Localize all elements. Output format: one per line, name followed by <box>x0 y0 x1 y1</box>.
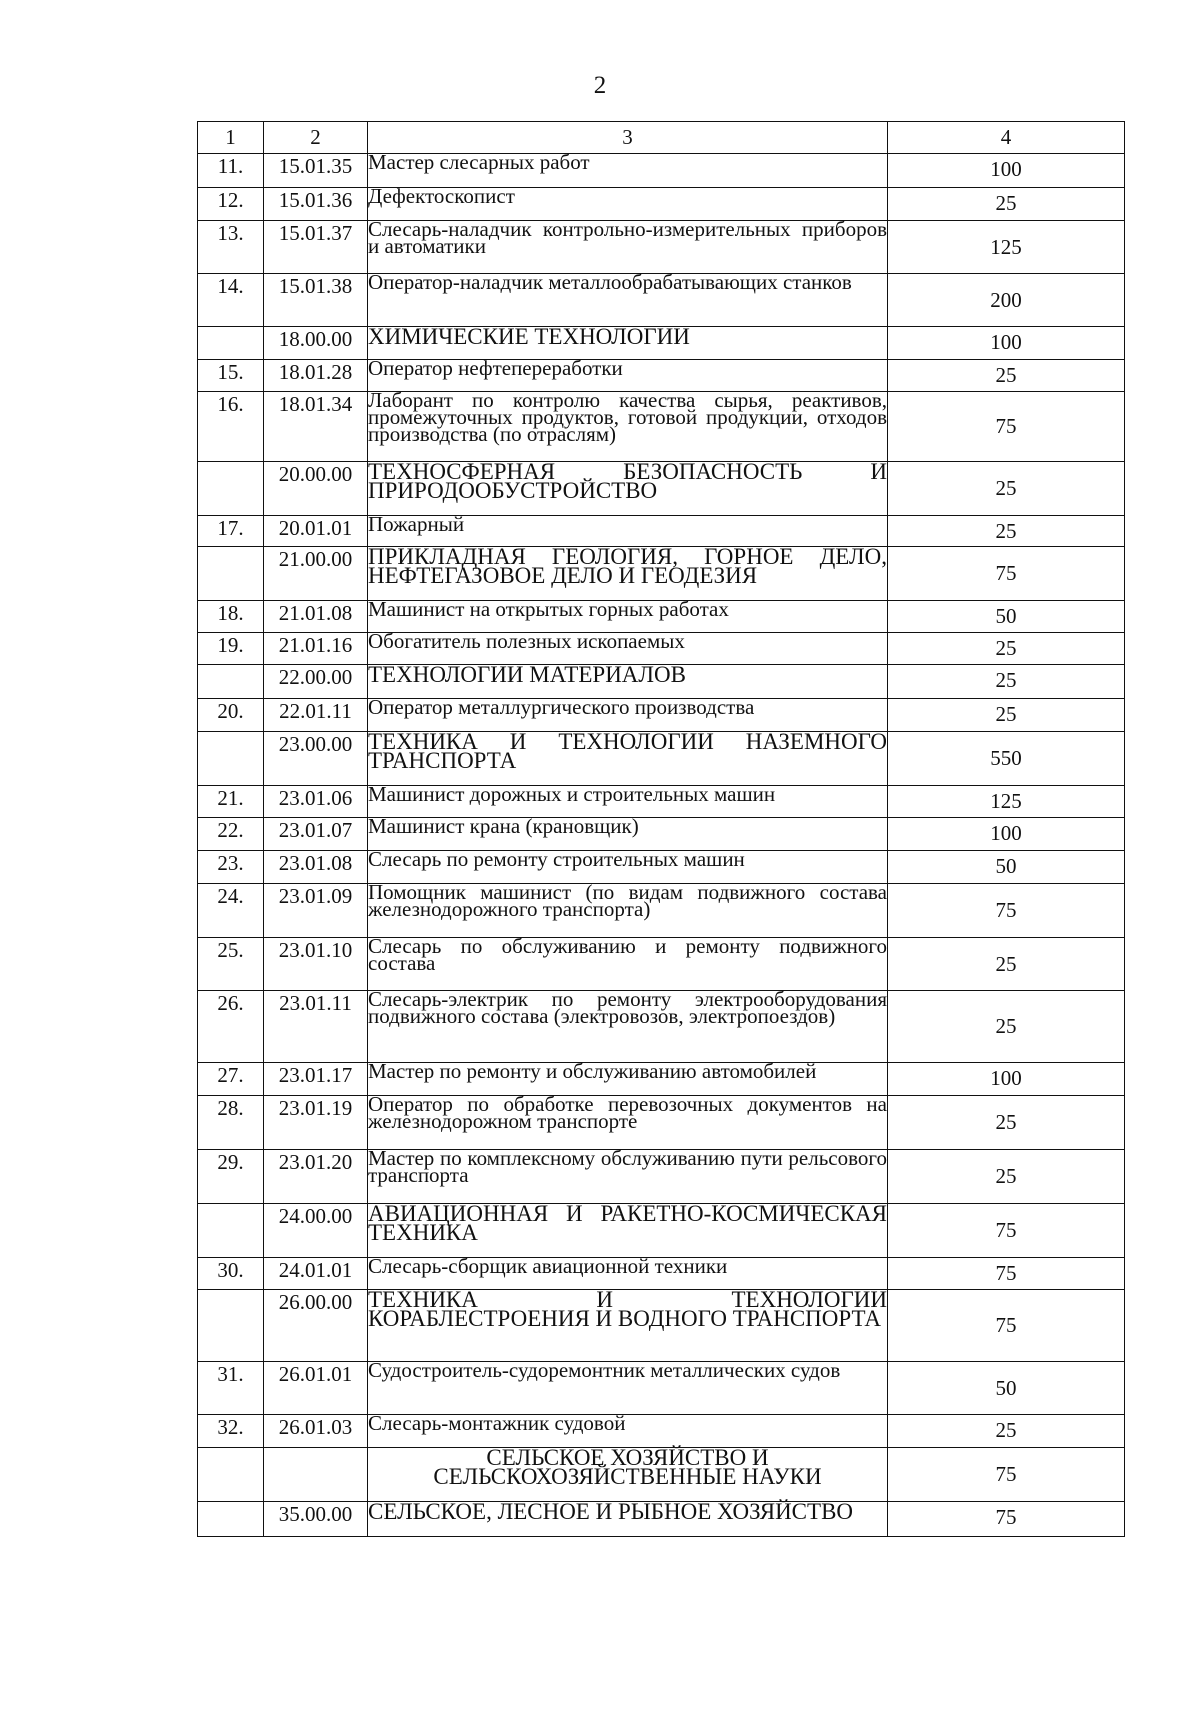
specialty-name: ТЕХНОЛОГИИ МАТЕРИАЛОВ <box>368 665 888 699</box>
table-row <box>198 1362 1125 1415</box>
specialty-code: 23.01.08 <box>264 851 368 884</box>
quantity: 50 <box>888 1362 1125 1415</box>
specialty-code: 23.01.06 <box>264 786 368 818</box>
row-number: 18. <box>198 601 264 633</box>
specialty-name: Оператор нефтепереработки <box>368 360 888 392</box>
page-number: 2 <box>593 72 607 99</box>
specialty-name: Машинист на открытых горных работах <box>368 601 888 633</box>
specialty-name: СЕЛЬСКОЕ, ЛЕСНОЕ И РЫБНОЕ ХОЗЯЙСТВО <box>368 1502 888 1537</box>
quantity: 25 <box>888 360 1125 392</box>
table-row <box>198 601 1125 633</box>
specialty-code: 18.01.34 <box>264 392 368 462</box>
row-number: 13. <box>198 221 264 274</box>
row-number: 11. <box>198 154 264 188</box>
row-number <box>198 327 264 360</box>
specialty-name: Дефектоскопист <box>368 188 888 221</box>
table-row <box>198 699 1125 732</box>
quantity: 75 <box>888 392 1125 462</box>
row-number: 27. <box>198 1063 264 1096</box>
specialty-code: 18.00.00 <box>264 327 368 360</box>
row-number: 31. <box>198 1362 264 1415</box>
row-number: 17. <box>198 516 264 547</box>
specialty-code: 21.00.00 <box>264 547 368 601</box>
column-header-name: 3 <box>368 122 888 154</box>
specialty-name: ТЕХНОСФЕРНАЯ БЕЗОПАСНОСТЬ И ПРИРОДООБУСТРОЙСТВО <box>368 462 888 516</box>
specialty-code: 15.01.37 <box>264 221 368 274</box>
quantity: 550 <box>888 732 1125 786</box>
specialty-name: Слесарь-наладчик контрольно-измерительных приборов и автоматики <box>368 221 888 274</box>
specialty-name: СЕЛЬСКОЕ ХОЗЯЙСТВО И СЕЛЬСКОХОЗЯЙСТВЕННЫЕ НАУКИ <box>368 1448 888 1502</box>
specialty-code: 21.01.16 <box>264 633 368 665</box>
table-row <box>198 991 1125 1063</box>
table-row <box>198 786 1125 818</box>
specialty-name: Оператор-наладчик металлообрабатывающих станков <box>368 274 888 327</box>
specialty-code: 22.01.11 <box>264 699 368 732</box>
specialty-name: Слесарь-монтажник судовой <box>368 1415 888 1448</box>
row-number: 16. <box>198 392 264 462</box>
quantity: 75 <box>888 1204 1125 1258</box>
section-row <box>198 1290 1125 1362</box>
specialty-name: Лаборант по контролю качества сырья, реактивов, промежуточных продуктов, готовой продукции, отходов производства (по отраслям) <box>368 392 888 462</box>
table-row <box>198 818 1125 851</box>
row-number <box>198 1502 264 1537</box>
row-number <box>198 1448 264 1502</box>
section-row <box>198 462 1125 516</box>
table-row <box>198 1096 1125 1150</box>
specialty-code: 23.01.10 <box>264 938 368 991</box>
specialty-code: 23.01.19 <box>264 1096 368 1150</box>
row-number <box>198 462 264 516</box>
specialty-name: Слесарь-сборщик авиационной техники <box>368 1258 888 1290</box>
specialty-name: Пожарный <box>368 516 888 547</box>
table-row <box>198 1063 1125 1096</box>
quantity: 25 <box>888 188 1125 221</box>
quantity: 100 <box>888 818 1125 851</box>
row-number <box>198 665 264 699</box>
row-number: 12. <box>198 188 264 221</box>
table-row <box>198 633 1125 665</box>
specialty-code: 26.01.01 <box>264 1362 368 1415</box>
row-number <box>198 1290 264 1362</box>
quantity: 75 <box>888 547 1125 601</box>
specialty-code: 20.00.00 <box>264 462 368 516</box>
table-row <box>198 1150 1125 1204</box>
table-body <box>198 150 1125 1537</box>
specialty-code: 21.01.08 <box>264 601 368 633</box>
section-row <box>198 547 1125 601</box>
table-row <box>198 851 1125 884</box>
specialty-code: 15.01.35 <box>264 154 368 188</box>
specialty-code: 22.00.00 <box>264 665 368 699</box>
quantity: 100 <box>888 327 1125 360</box>
table-row <box>198 221 1125 274</box>
quantity: 25 <box>888 1150 1125 1204</box>
specialty-name: Мастер по ремонту и обслуживанию автомобилей <box>368 1063 888 1096</box>
specialty-name: ТЕХНИКА И ТЕХНОЛОГИИ КОРАБЛЕСТРОЕНИЯ И ВОДНОГО ТРАНСПОРТА <box>368 1290 888 1362</box>
row-number: 23. <box>198 851 264 884</box>
specialty-name: ХИМИЧЕСКИЕ ТЕХНОЛОГИИ <box>368 327 888 360</box>
row-number: 14. <box>198 274 264 327</box>
section-row <box>198 1204 1125 1258</box>
row-number: 24. <box>198 884 264 938</box>
row-number: 28. <box>198 1096 264 1150</box>
section-row <box>198 665 1125 699</box>
row-number: 29. <box>198 1150 264 1204</box>
table-row <box>198 1258 1125 1290</box>
quantity: 125 <box>888 786 1125 818</box>
quantity: 50 <box>888 851 1125 884</box>
specialty-code: 23.00.00 <box>264 732 368 786</box>
quantity: 75 <box>888 1258 1125 1290</box>
specialty-code: 23.01.17 <box>264 1063 368 1096</box>
specialty-code: 26.00.00 <box>264 1290 368 1362</box>
specialty-code: 15.01.38 <box>264 274 368 327</box>
quantity: 200 <box>888 274 1125 327</box>
specialty-name: ПРИКЛАДНАЯ ГЕОЛОГИЯ, ГОРНОЕ ДЕЛО, НЕФТЕГАЗОВОЕ ДЕЛО И ГЕОДЕЗИЯ <box>368 547 888 601</box>
specialty-name: Слесарь по обслуживанию и ремонту подвижного состава <box>368 938 888 991</box>
quantity: 75 <box>888 884 1125 938</box>
specialty-name: Оператор металлургического производства <box>368 699 888 732</box>
table-row <box>198 188 1125 221</box>
table-row <box>198 516 1125 547</box>
quantity: 25 <box>888 633 1125 665</box>
specialty-code: 26.01.03 <box>264 1415 368 1448</box>
specialty-name: Судостроитель-судоремонтник металлических судов <box>368 1362 888 1415</box>
table-row <box>198 1415 1125 1448</box>
specialty-code: 35.00.00 <box>264 1502 368 1537</box>
column-header-number: 1 <box>198 122 264 154</box>
specialty-code: 15.01.36 <box>264 188 368 221</box>
table-row <box>198 154 1125 188</box>
table-header-row <box>198 122 1125 154</box>
quantity: 25 <box>888 1415 1125 1448</box>
specialty-code: 23.01.09 <box>264 884 368 938</box>
quantity: 75 <box>888 1448 1125 1502</box>
specialty-code: 18.01.28 <box>264 360 368 392</box>
specialty-name: Обогатитель полезных ископаемых <box>368 633 888 665</box>
specialty-name: Машинист дорожных и строительных машин <box>368 786 888 818</box>
quantity: 125 <box>888 221 1125 274</box>
section-row <box>198 1448 1125 1502</box>
quantity: 75 <box>888 1502 1125 1537</box>
row-number: 21. <box>198 786 264 818</box>
section-row <box>198 327 1125 360</box>
specialty-name: Слесарь-электрик по ремонту электрооборудования подвижного состава (электровозов, электропоездов) <box>368 991 888 1063</box>
column-header-quantity: 4 <box>888 122 1125 154</box>
quantity: 25 <box>888 699 1125 732</box>
specialty-code: 23.01.20 <box>264 1150 368 1204</box>
row-number: 30. <box>198 1258 264 1290</box>
table-row <box>198 274 1125 327</box>
table-row <box>198 884 1125 938</box>
section-row <box>198 1502 1125 1537</box>
column-header-code: 2 <box>264 122 368 154</box>
specialty-name: Машинист крана (крановщик) <box>368 818 888 851</box>
quantity: 25 <box>888 1096 1125 1150</box>
quantity: 100 <box>888 154 1125 188</box>
quantity: 25 <box>888 665 1125 699</box>
row-number: 22. <box>198 818 264 851</box>
row-number: 32. <box>198 1415 264 1448</box>
row-number: 15. <box>198 360 264 392</box>
specialty-name: АВИАЦИОННАЯ И РАКЕТНО-КОСМИЧЕСКАЯ ТЕХНИКА <box>368 1204 888 1258</box>
specialty-code <box>264 1448 368 1502</box>
specialty-code: 23.01.11 <box>264 991 368 1063</box>
table-row <box>198 938 1125 991</box>
specialty-name: Помощник машинист (по видам подвижного состава железнодорожного транспорта) <box>368 884 888 938</box>
table-row <box>198 392 1125 462</box>
table-row <box>198 360 1125 392</box>
specialty-name: Оператор по обработке перевозочных документов на железнодорожном транспорте <box>368 1096 888 1150</box>
row-number: 19. <box>198 633 264 665</box>
row-number <box>198 547 264 601</box>
quantity: 100 <box>888 1063 1125 1096</box>
row-number <box>198 1204 264 1258</box>
specialty-code: 24.01.01 <box>264 1258 368 1290</box>
specialty-name: Мастер по комплексному обслуживанию пути рельсового транспорта <box>368 1150 888 1204</box>
specialty-name: Слесарь по ремонту строительных машин <box>368 851 888 884</box>
row-number: 20. <box>198 699 264 732</box>
quantity: 75 <box>888 1290 1125 1362</box>
specialty-code: 24.00.00 <box>264 1204 368 1258</box>
quantity: 25 <box>888 938 1125 991</box>
section-row <box>198 732 1125 786</box>
specialty-code: 20.01.01 <box>264 516 368 547</box>
specialty-name: ТЕХНИКА И ТЕХНОЛОГИИ НАЗЕМНОГО ТРАНСПОРТА <box>368 732 888 786</box>
quantity: 25 <box>888 991 1125 1063</box>
specialty-code: 23.01.07 <box>264 818 368 851</box>
specialties-table <box>197 121 1125 1537</box>
quantity: 25 <box>888 516 1125 547</box>
quantity: 50 <box>888 601 1125 633</box>
specialty-name: Мастер слесарных работ <box>368 154 888 188</box>
row-number: 26. <box>198 991 264 1063</box>
quantity: 25 <box>888 462 1125 516</box>
row-number <box>198 732 264 786</box>
row-number: 25. <box>198 938 264 991</box>
